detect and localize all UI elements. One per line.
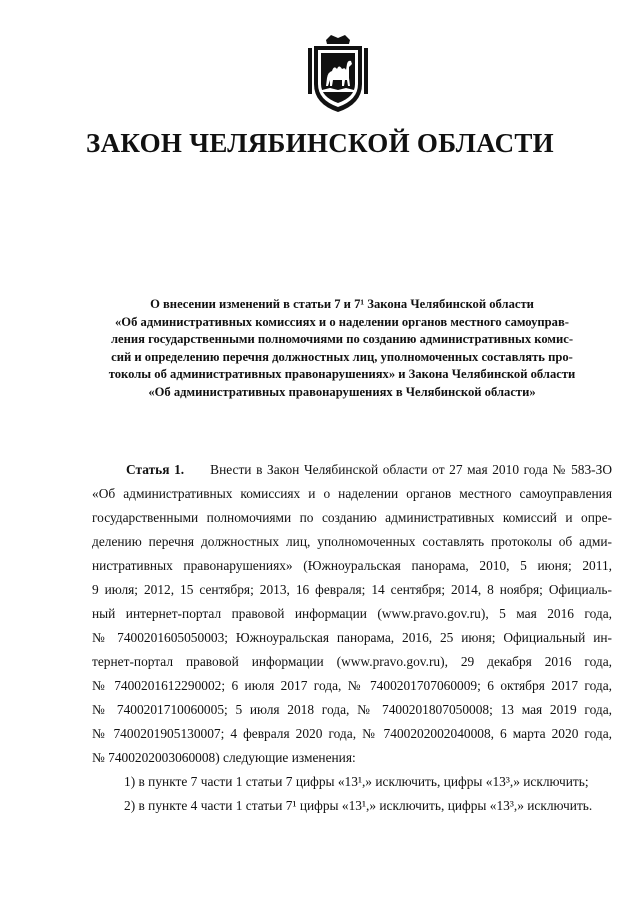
- article-text-line: № 7400201710060005; 5 июля 2018 года, № 7400201807050008; 13 мая 2019 года,: [92, 702, 612, 717]
- coat-of-arms-emblem: [300, 34, 376, 114]
- law-title: ЗАКОН ЧЕЛЯБИНСКОЙ ОБЛАСТИ: [86, 128, 554, 158]
- article-label: Статья 1.: [126, 462, 185, 477]
- article-text-line: Внести в Закон Челябинской области от 27 мая 2010 года № 583-ЗО: [210, 462, 612, 477]
- amendment-item: 2) в пункте 4 части 1 статьи 7¹ цифры «13¹,» исключить, цифры «13³,» исключить.: [124, 798, 593, 813]
- article-text-line: делению перечня должностных лиц, уполномоченных составлять протоколы об адми-: [92, 534, 612, 549]
- article-text-line: нистративных правонарушениях» (Южноуральская панорама, 2010, 5 июня; 2011,: [92, 558, 612, 573]
- subject-line: «Об административных комиссиях и о наделении органов местного самоуправ-: [115, 314, 569, 329]
- subject-line: «Об административных правонарушениях в Челябинской области»: [148, 384, 536, 399]
- article-text-line: № 7400202003060008) следующие изменения:: [92, 750, 356, 765]
- amendment-item: 1) в пункте 7 части 1 статьи 7 цифры «13¹,» исключить, цифры «13³,» исключить;: [124, 774, 589, 789]
- article-text-line: тернет-портал правовой информации (www.pravo.gov.ru), 29 декабря 2016 года,: [92, 654, 612, 669]
- article-text-line: № 7400201605050003; Южноуральская панорама, 2016, 25 июня; Официальный ин-: [92, 630, 612, 645]
- article-text-line: «Об административных комиссиях и о наделении органов местного самоуправления: [92, 486, 612, 501]
- subject-line: токолы об административных правонарушениях» и Закона Челябинской области: [108, 367, 576, 381]
- article-text-line: ный интернет-портал правовой информации (www.pravo.gov.ru), 5 мая 2016 года,: [92, 606, 612, 621]
- subject-line: сий и определению перечня должностных лиц, уполномоченных составлять про-: [111, 349, 573, 364]
- article-text-line: № 7400201905130007; 4 февраля 2020 года, № 7400202002040008, 6 марта 2020 года,: [92, 726, 612, 741]
- article-first-line: [92, 458, 612, 482]
- article-text-line: № 7400201612290002; 6 июля 2017 года, № 7400201707060009; 6 октября 2017 года,: [92, 678, 612, 693]
- article-1: [92, 458, 612, 818]
- law-subject: [72, 296, 612, 401]
- subject-line: ления государственными полномочиями по созданию административных комис-: [110, 332, 574, 346]
- article-text-line: 9 июля; 2012, 15 сентября; 2013, 16 февраля; 14 сентября; 2014, 8 ноября; Официаль-: [92, 582, 612, 597]
- article-text-line: государственными полномочиями по созданию административных комиссий и опре-: [92, 510, 612, 525]
- subject-line: О внесении изменений в статьи 7 и 7¹ Закона Челябинской области: [150, 297, 534, 311]
